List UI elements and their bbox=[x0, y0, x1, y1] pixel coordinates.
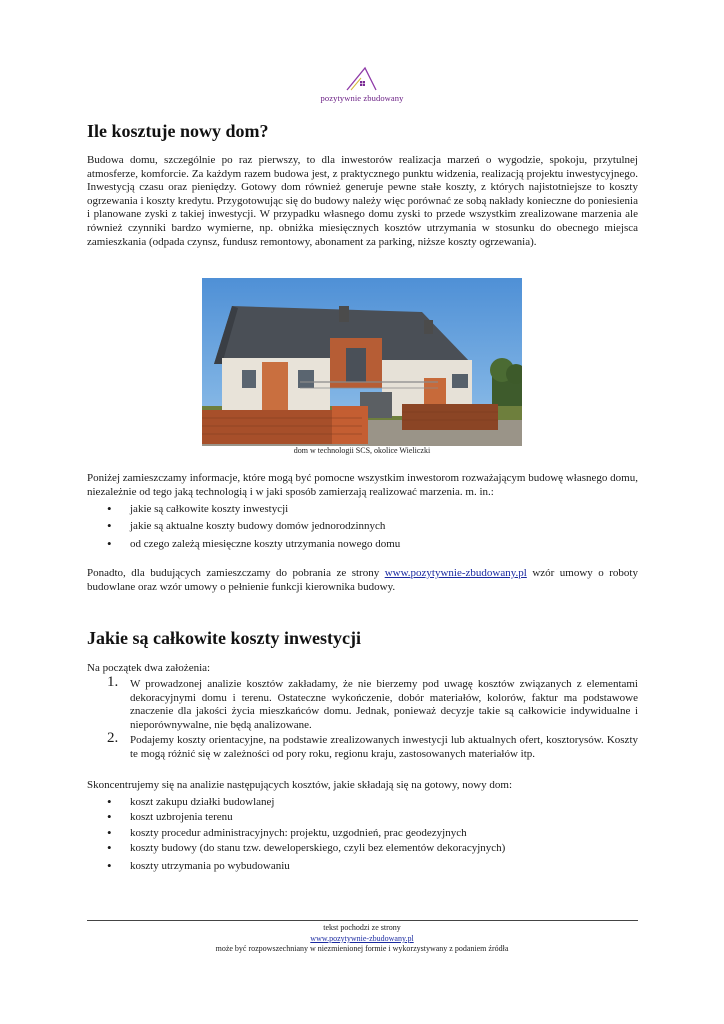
topics-list bbox=[87, 503, 638, 551]
list-number: 2. bbox=[107, 730, 119, 747]
list-number: 1. bbox=[107, 674, 119, 690]
list-item: • jakie są całkowite koszty inwestycji bbox=[87, 503, 638, 516]
section-title-total-costs: Jakie są całkowite koszty inwestycji bbox=[87, 628, 361, 648]
list-item-text: W prowadzonej analizie kosztów zakładamy, że nie bierzemy pod uwagę kosztów związanych z elementami dekoracyjnymi domu i terenu. Ostateczne wykończenie, dobór materiałów, kolorów, faktur ma podstawowe znaczenie dla jakości życia mieszkańców domu. Jednak, ponieważ decyzje takie są całkowicie indywidualne i nieporównywalne, nie będą analizowane. bbox=[130, 678, 638, 731]
list-item: • koszty procedur administracyjnych: projektu, uzgodnień, prac geodezyjnych bbox=[87, 827, 638, 840]
assumptions-list bbox=[87, 674, 638, 762]
costs-list bbox=[87, 796, 638, 873]
site-logo bbox=[0, 66, 724, 103]
logo-text: pozytywnie zbudowany bbox=[320, 93, 404, 103]
footer-license-text: może być rozpowszechniany w niezmienionej formie i wykorzystywany z podaniem źródła bbox=[215, 944, 509, 954]
page-footer bbox=[0, 923, 724, 955]
costs-intro: Skoncentrujemy się na analizie następujących kosztów, jakie składają się na gotowy, nowy dom: bbox=[87, 779, 513, 791]
download-paragraph bbox=[87, 567, 638, 594]
section-title-cost: Ile kosztuje nowy dom? bbox=[87, 121, 269, 141]
list-item: • koszt uzbrojenia terenu bbox=[87, 811, 638, 824]
site-link[interactable]: www.pozytywnie-zbudowany.pl bbox=[384, 567, 527, 579]
list-item: • koszt zakupu działki budowlanej bbox=[87, 796, 638, 809]
footer-source-text: tekst pochodzi ze strony bbox=[323, 923, 401, 932]
intro-info-paragraph: Poniżej zamieszczamy informacje, które mogą być pomocne wszystkim inwestorom rozważającym budowę własnego domu, niezależnie od tego jaką technologią i w jaki sposób zamierzają realizować marzenia. m. in.: bbox=[87, 472, 638, 498]
photo-caption: dom w technologii SCS, okolice Wieliczki bbox=[293, 446, 431, 455]
list-item bbox=[87, 674, 638, 732]
intro-paragraph: Budowa domu, szczególnie po raz pierwszy, to dla inwestorów realizacja marzeń o wygodzie, spokoju, przytulnej atmosferze, komforcie. Za każdym razem budowa jest, z praktycznego punktu widzenia, realizacją projektu inwestycyjnego. Inwestycją czasu oraz pieniędzy. Gotowy dom również generuje pewne stałe koszty, z których najistotniejsze to koszty ogrzewania i koszty kredytu. Przygotowując się do budowy należy więc porównać ze sobą nakłady konieczne do poniesienia i planowane zyski z takiej inwestycji. W przypadku własnego domu zyski to przede wszystkim zrealizowane marzenia ale również czynniki bardzo wymierne, np. obniżka miesięcznych kosztów utrzymania w stosunku do obecnego miejsca zamieszkania (odpada czynsz, fundusz remontowy, abonament za parking, niższe koszty ogrzewania). bbox=[87, 154, 638, 248]
download-text-after: wzór umowy o roboty budowlane oraz wzór umowy o pełnienie funkcji kierownika budowy. bbox=[87, 567, 638, 593]
list-item: • koszty budowy (do stanu tzw. deweloperskiego, czyli bez elementów dekoracyjnych) bbox=[87, 842, 638, 855]
list-item: • koszty utrzymania po wybudowaniu bbox=[87, 860, 638, 873]
list-item: • od czego zależą miesięczne koszty utrzymania nowego domu bbox=[87, 538, 638, 551]
download-text-before: Ponadto, dla budujących zamieszczamy do pobrania ze strony bbox=[87, 567, 385, 579]
footer-link[interactable]: www.pozytywnie-zbudowany.pl bbox=[310, 933, 414, 943]
assumptions-intro: Na początek dwa założenia: bbox=[87, 662, 211, 674]
house-photo bbox=[202, 278, 522, 446]
footer-divider bbox=[87, 920, 638, 921]
list-item-text: Podajemy koszty orientacyjne, na podstawie zrealizowanych inwestycji lub aktualnych ofert, kosztorysów. Koszty te mogą różnić się w zależności od pory roku, regionu kraju, zastosowanych materiałów itp. bbox=[130, 734, 638, 760]
house-logo-icon bbox=[345, 66, 379, 92]
list-item bbox=[87, 730, 638, 761]
list-item: • jakie są aktualne koszty budowy domów jednorodzinnych bbox=[87, 520, 638, 533]
